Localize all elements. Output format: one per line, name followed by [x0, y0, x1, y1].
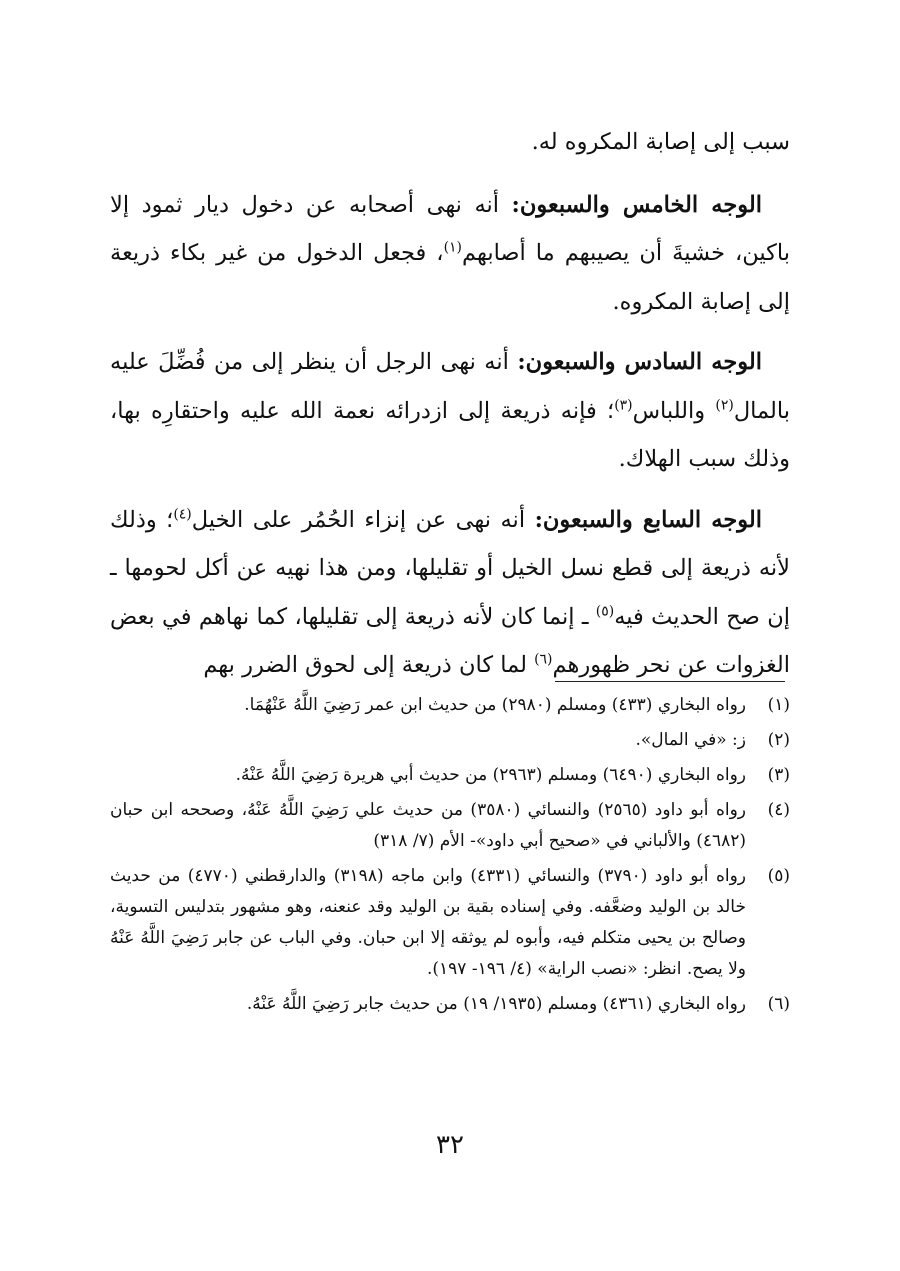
footnote-number: (٥) — [767, 866, 790, 886]
footnote-5 — [110, 861, 790, 985]
paragraph-text: ؛ وذلك لأنه ذريعة إلى قطع نسل الخيل أو تقليلها، ومن هذا نهيه عن أكل لحومها ـ إن صح الحديث فيه — [110, 506, 791, 630]
footnote-number: (٢) — [767, 730, 790, 750]
main-text — [110, 118, 790, 690]
paragraph-text: سبب إلى إصابة المكروه له. — [531, 129, 790, 155]
paragraph-text: أنه نهى الرجل أن ينظر إلى من فُضِّلَ عليه بالمال — [110, 349, 791, 424]
paragraph-heading: الوجه الخامس والسبعون: — [511, 191, 762, 218]
footnote-ref-1[interactable]: (١) — [443, 239, 462, 256]
footnote-2 — [110, 725, 790, 756]
paragraph-continuation — [110, 118, 790, 167]
footnote-3 — [110, 760, 790, 791]
paragraph-heading: الوجه السادس والسبعون: — [517, 349, 763, 375]
footnote-text: رواه البخاري (٤٣٦١) ومسلم (١٩٣٥/ ١٩) من حديث جابر رَضِيَ اللَّهُ عَنْهُ. — [246, 994, 746, 1014]
paragraph-text: واللباس — [632, 397, 716, 424]
footnotes — [110, 690, 790, 1024]
paragraph-text: ـ إنما كان لأنه ذريعة إلى تقليلها، كما نهاهم في بعض الغزوات عن نحر ظهورهم — [110, 603, 790, 678]
footnote-number: (٤) — [767, 800, 790, 820]
paragraph-76 — [110, 338, 790, 484]
footnote-ref-6[interactable]: (٦) — [534, 651, 553, 668]
footnote-1 — [110, 690, 790, 721]
paragraph-heading: الوجه السابع والسبعون: — [534, 506, 763, 533]
paragraph-text: ، فجعل الدخول من غير بكاء ذريعة إلى إصابة المكروه. — [110, 240, 790, 315]
footnote-ref-4[interactable]: (٤) — [173, 506, 192, 522]
paragraph-text: لما كان ذريعة إلى لحوق الضرر بهم — [203, 652, 535, 678]
paragraph-75 — [110, 181, 790, 327]
page-body — [110, 118, 790, 702]
paragraph-text: أنه نهى عن إنزاء الحُمُر على الخيل — [191, 506, 535, 533]
footnote-ref-3[interactable]: (٣) — [614, 397, 633, 413]
paragraph-77 — [110, 496, 790, 690]
paragraph-text: أنه نهى أصحابه عن دخول ديار ثمود إلا باكين، خشيةَ أن يصيبهم ما أصابهم — [110, 191, 790, 266]
footnote-text: رواه أبو داود (٢٥٦٥) والنسائي (٣٥٨٠) من حديث علي رَضِيَ اللَّهُ عَنْهُ، وصححه ابن حبان (٤٦٨٢) والألباني في «صحيح أبي داود»- الأم (٧/ ٣١٨) — [110, 800, 747, 851]
paragraph-text: ؛ فإنه ذريعة إلى ازدرائه نعمة الله عليه واحتقارِه بها، وذلك سبب الهلاك. — [110, 397, 790, 472]
footnote-text: رواه البخاري (٦٤٩٠) ومسلم (٢٩٦٣) من حديث أبي هريرة رَضِيَ اللَّهُ عَنْهُ. — [235, 765, 746, 785]
footnote-ref-2[interactable]: (٢) — [715, 397, 734, 413]
footnote-text: ز: «في المال». — [635, 730, 746, 750]
footnote-6 — [110, 989, 790, 1020]
footnote-separator — [555, 681, 785, 682]
footnote-4 — [110, 795, 790, 857]
footnote-number: (٦) — [767, 994, 790, 1014]
footnote-text: رواه أبو داود (٣٧٩٠) والنسائي (٤٣٣١) وابن ماجه (٣١٩٨) والدارقطني (٤٧٧٠) من حديث خالد بن الوليد وضعَّفه. وفي إسناده بقية بن الوليد وقد عنعنه، وهو مشهور بتدليس التسوية، وصالح بن يحيى متكلم فيه، وأبوه لم يوثقه إلا ابن حبان. وفي الباب عن جابر رَضِيَ اللَّهُ عَنْهُ ولا يصح. انظر: «نصب الراية» (٤/ ١٩٦- ١٩٧). — [110, 866, 747, 979]
footnote-number: (٣) — [767, 765, 790, 785]
footnote-text: رواه البخاري (٤٣٣) ومسلم (٢٩٨٠) من حديث ابن عمر رَضِيَ اللَّهُ عَنْهُمَا. — [244, 695, 746, 715]
footnote-ref-5[interactable]: (٥) — [595, 603, 615, 619]
page-number: ٣٢ — [436, 1130, 464, 1160]
footnote-number: (١) — [767, 695, 790, 715]
